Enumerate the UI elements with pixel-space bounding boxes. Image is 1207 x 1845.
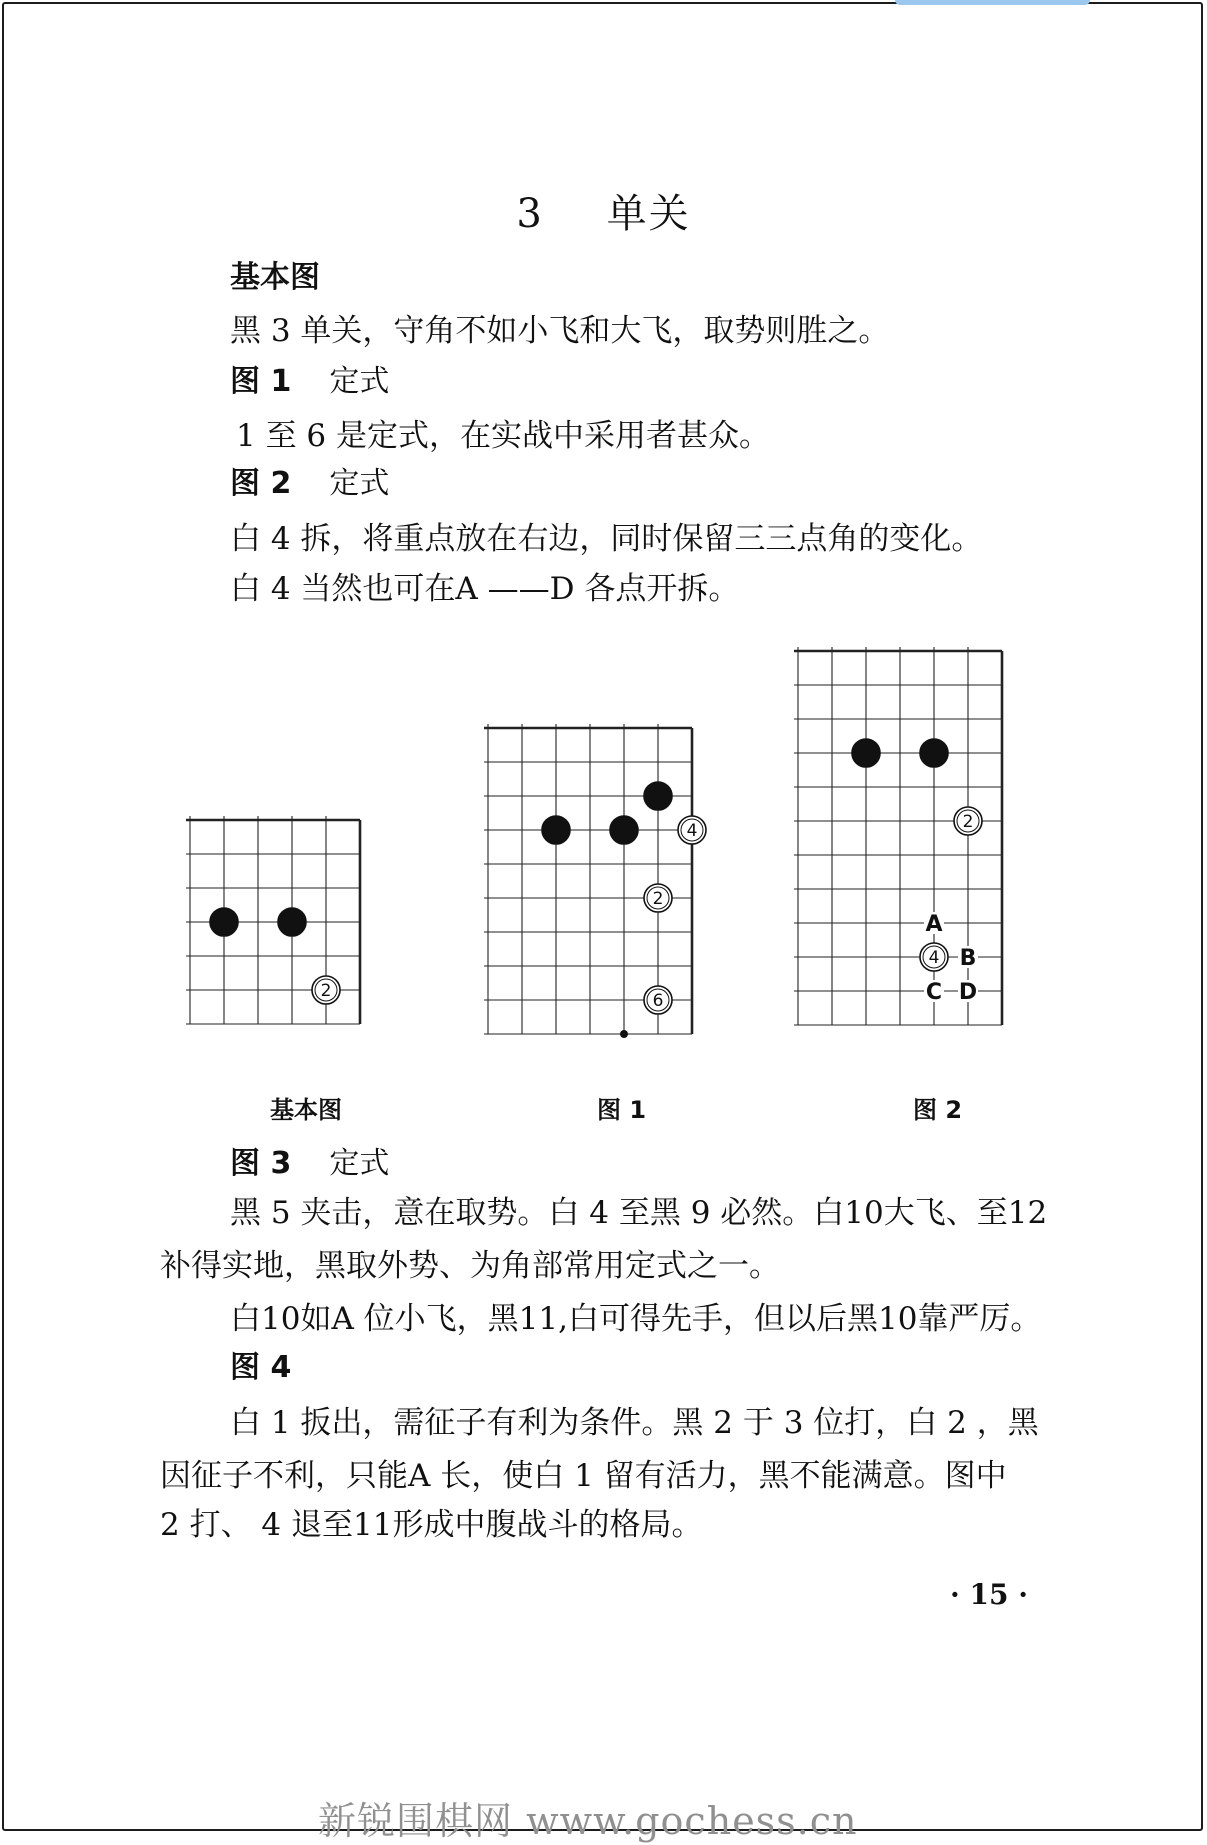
heading-subtitle: 定式 <box>329 466 390 501</box>
heading-label: 图 4 <box>230 1350 292 1385</box>
paragraph-line: 白10如A 位小飞，黑11,白可得先手，但以后黑10靠严厉。 <box>230 1301 1042 1337</box>
heading-basic <box>230 258 320 298</box>
heading-label: 图 3 <box>230 1146 292 1181</box>
black-stone <box>644 782 672 810</box>
point-letter: C <box>925 980 943 1005</box>
diagram-fig2 <box>795 645 1045 1075</box>
diagram-basic <box>186 812 416 1074</box>
point-letter: D <box>958 980 978 1005</box>
paragraph-line: 2 打、 4 退至11形成中腹战斗的格局。 <box>160 1507 703 1543</box>
stone-number: 4 <box>686 821 698 841</box>
paragraph-line: 因征子不利，只能A 长，使白 1 留有活力，黑不能满意。图中 <box>160 1458 1007 1494</box>
paragraph-line: 黑 3 单关，守角不如小飞和大飞，取势则胜之。 <box>230 313 890 349</box>
stone-number: 2 <box>652 889 664 909</box>
caption-basic: 基本图 <box>270 1096 342 1124</box>
heading-subtitle: 定式 <box>329 1146 390 1181</box>
caption-fig1: 图 1 <box>597 1096 647 1124</box>
black-stone <box>852 739 880 767</box>
watermark: 新锐围棋网 www.gochess.cn <box>318 1799 858 1843</box>
paragraph-line: 白 4 当然也可在A ——D 各点开拆。 <box>230 571 740 607</box>
section-number: 3 <box>516 191 544 237</box>
stone-number: 2 <box>962 812 974 832</box>
paragraph-line: 白 4 拆，将重点放在右边，同时保留三三点角的变化。 <box>230 521 983 557</box>
page-number: · 15 · <box>950 1578 1028 1611</box>
heading-label: 图 1 <box>230 364 292 399</box>
section-title <box>0 182 1207 239</box>
black-stone <box>920 739 948 767</box>
stone-number: 4 <box>928 948 940 968</box>
heading-label: 基本图 <box>230 260 320 295</box>
point-letter: B <box>959 946 977 971</box>
black-stone <box>610 816 638 844</box>
stone-number: 6 <box>652 991 664 1011</box>
point-letter: A <box>925 912 943 937</box>
stone-number: 2 <box>320 981 332 1001</box>
caption-fig2: 图 2 <box>913 1096 963 1124</box>
paragraph-line: 补得实地，黑取外势、为角部常用定式之一。 <box>160 1248 780 1284</box>
heading-label: 图 2 <box>230 466 292 501</box>
paragraph-line: 1 至 6 是定式，在实战中采用者甚众。 <box>236 418 771 454</box>
heading-fig3 <box>230 1144 389 1184</box>
heading-fig2 <box>230 464 389 504</box>
heading-fig4 <box>230 1348 291 1388</box>
black-stone <box>210 908 238 936</box>
section-name: 单关 <box>606 191 691 237</box>
paragraph-line: 白 1 扳出，需征子有利为条件。黑 2 于 3 位打，白 2 ，黑 <box>230 1405 1039 1441</box>
black-stone <box>278 908 306 936</box>
heading-fig1 <box>230 362 389 402</box>
top-scroll-indicator[interactable] <box>895 0 1090 5</box>
diagram-fig1 <box>485 725 735 1080</box>
heading-subtitle: 定式 <box>329 364 390 399</box>
paragraph-line: 黑 5 夹击，意在取势。白 4 至黑 9 必然。白10大飞、至12 <box>230 1195 1048 1231</box>
hoshi-point <box>620 1030 628 1038</box>
black-stone <box>542 816 570 844</box>
